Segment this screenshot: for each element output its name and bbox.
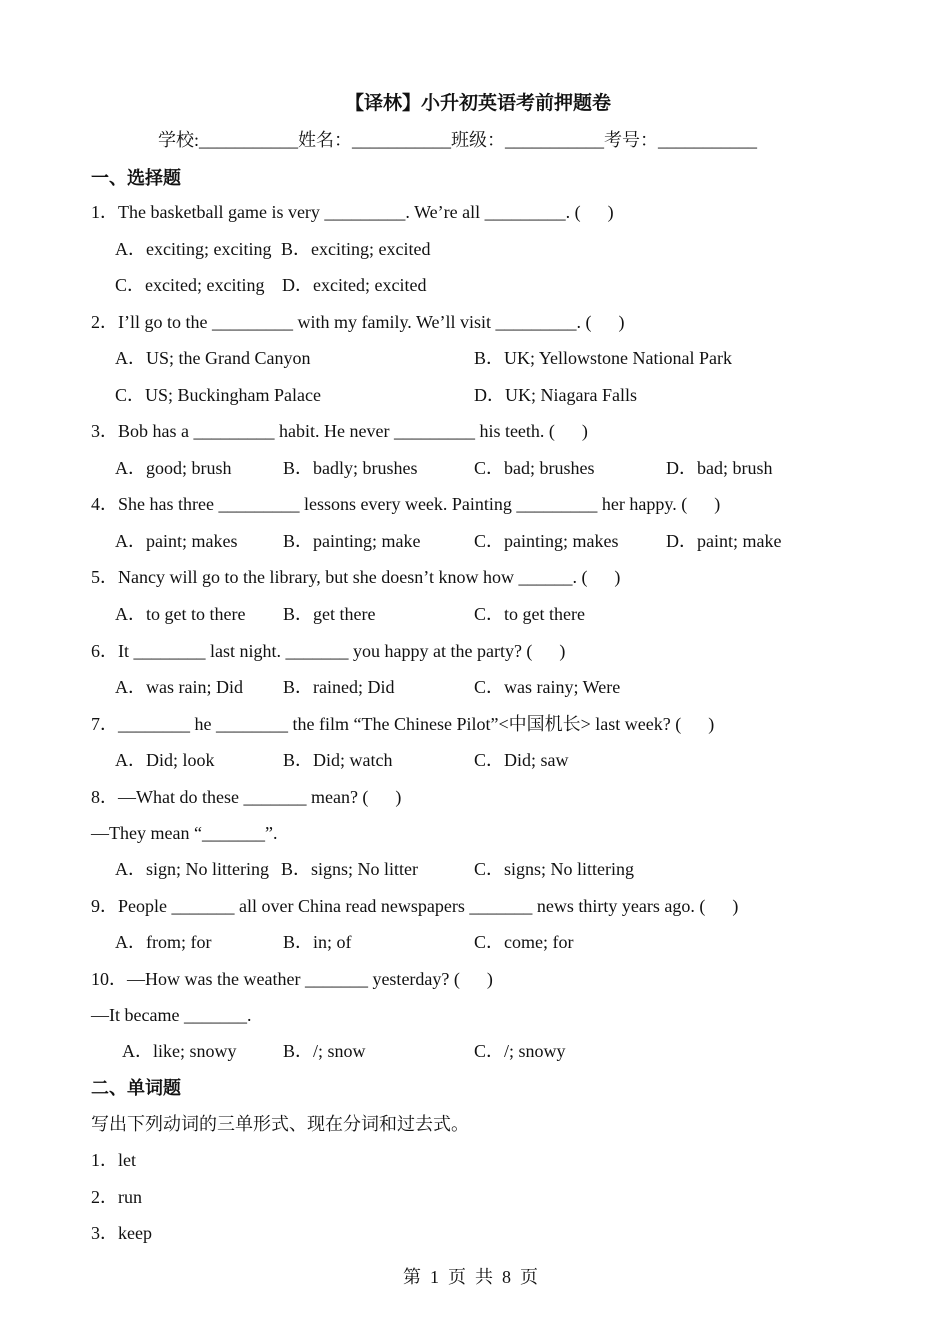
question-stem-reply: —They mean “_______”. — [91, 823, 278, 843]
option: B．badly; brushes — [283, 458, 418, 478]
option: C．come; for — [474, 932, 574, 952]
option: D．excited; excited — [282, 275, 427, 295]
word-item: 1．let — [91, 1150, 136, 1170]
question-stem: 10．—How was the weather _______ yesterday? ( ) — [91, 969, 493, 989]
page-title: 【译林】小升初英语考前押题卷 — [345, 93, 612, 114]
question-stem: 5．Nancy will go to the library, but she doesn’t know how ______. ( ) — [91, 567, 621, 587]
question-stem: 9．People _______ all over China read newspapers _______ news thirty years ago. ( ) — [91, 896, 739, 916]
page-number: 第 1 页 共 8 页 — [403, 1267, 538, 1287]
question-stem: 4．She has three _________ lessons every week. Painting _________ her happy. ( ) — [91, 494, 721, 514]
option: B．rained; Did — [283, 677, 395, 697]
option: A．good; brush — [115, 458, 232, 478]
option: A．like; snowy — [122, 1041, 237, 1061]
option: C．was rainy; Were — [474, 677, 621, 697]
option: C．US; Buckingham Palace — [115, 385, 321, 405]
word-item: 2．run — [91, 1187, 142, 1207]
option: C．signs; No littering — [474, 859, 635, 879]
option: A．exciting; exciting — [115, 239, 272, 259]
option: B．UK; Yellowstone National Park — [474, 348, 732, 368]
option: B．painting; make — [283, 531, 421, 551]
option: C．/; snowy — [474, 1041, 566, 1061]
option: B．Did; watch — [283, 750, 393, 770]
question-stem: 1．The basketball game is very _________. We’re all _________. ( ) — [91, 202, 614, 222]
section-instruction: 写出下列动词的三单形式、现在分词和过去式。 — [91, 1114, 469, 1134]
option: A．sign; No littering — [115, 859, 269, 879]
option: C．to get there — [474, 604, 585, 624]
option: D．bad; brush — [666, 458, 773, 478]
question-stem: 7．________ he ________ the film “The Chinese Pilot”<中国机长> last week? ( ) — [91, 714, 715, 734]
question-stem: 8．—What do these _______ mean? ( ) — [91, 787, 402, 807]
section-heading-words: 二、单词题 — [91, 1078, 181, 1098]
option: A．to get to there — [115, 604, 246, 624]
option: D．UK; Niagara Falls — [474, 385, 637, 405]
section-heading-choice: 一、选择题 — [91, 168, 181, 188]
option: B．/; snow — [283, 1041, 366, 1061]
option: D．paint; make — [666, 531, 782, 551]
option: C．excited; exciting — [115, 275, 265, 295]
question-stem: 6．It ________ last night. _______ you happy at the party? ( ) — [91, 641, 566, 661]
option: C．painting; makes — [474, 531, 619, 551]
question-stem: 2．I’ll go to the _________ with my family. We’ll visit _________. ( ) — [91, 312, 625, 332]
option: A．Did; look — [115, 750, 215, 770]
option: B．get there — [283, 604, 376, 624]
option: C．Did; saw — [474, 750, 569, 770]
option: B．in; of — [283, 932, 352, 952]
option: A．from; for — [115, 932, 212, 952]
student-info-line: 学校:___________姓名：___________班级：___________考号：___________ — [158, 130, 757, 150]
option: B．signs; No litter — [281, 859, 419, 879]
question-stem-reply: —It became _______. — [91, 1005, 252, 1025]
option: A．US; the Grand Canyon — [115, 348, 311, 368]
option: B．exciting; excited — [281, 239, 431, 259]
option: A．paint; makes — [115, 531, 238, 551]
option: C．bad; brushes — [474, 458, 595, 478]
option: A．was rain; Did — [115, 677, 243, 697]
question-stem: 3．Bob has a _________ habit. He never _________ his teeth. ( ) — [91, 421, 588, 441]
word-item: 3．keep — [91, 1223, 152, 1243]
